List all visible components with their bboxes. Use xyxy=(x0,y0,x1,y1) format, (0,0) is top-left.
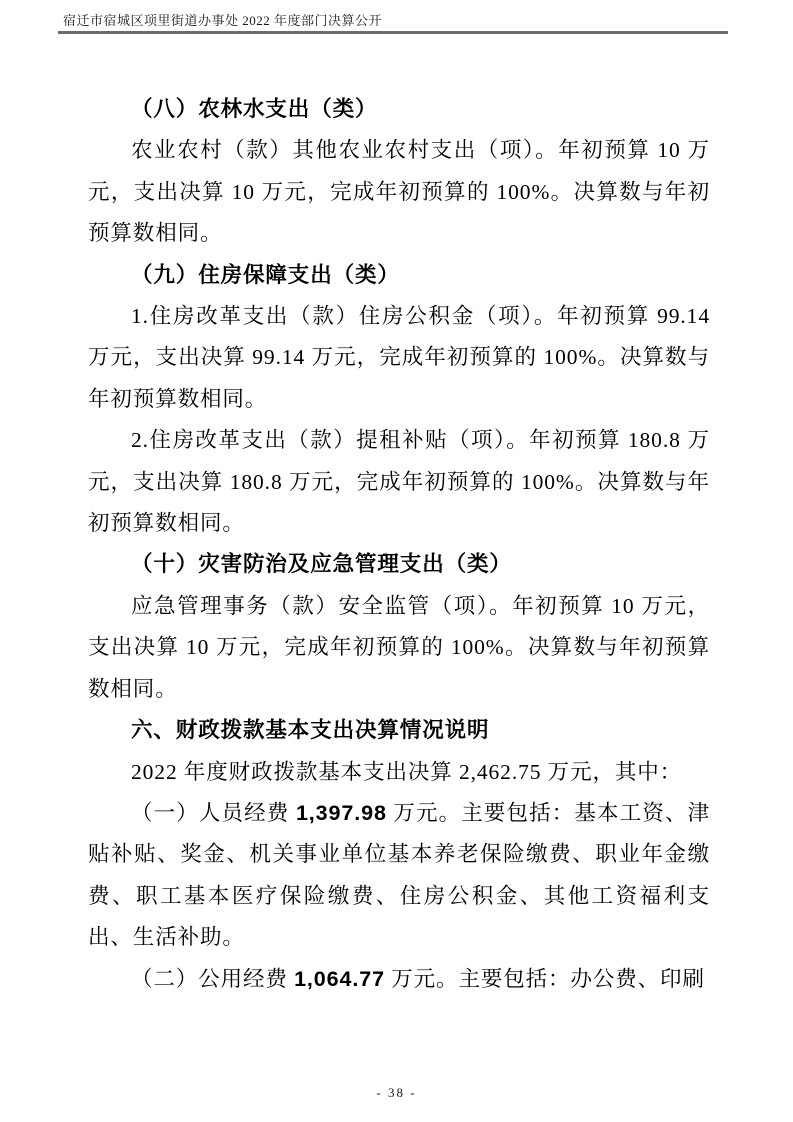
text-segment: 万元。主要包括：基本工资、津贴补贴、奖金、机关事业单位基本养老保险缴费、职业年金缴费、职工基本医疗保险缴费、住房公积金、其他工资福利支出、生活补助。 xyxy=(88,800,710,950)
page-number: - 38 - xyxy=(376,1085,417,1100)
header-title: 宿迁市宿城区项里街道办事处 2022 年度部门决算公开 xyxy=(63,13,383,28)
section-heading: （八）农林水支出（类） xyxy=(131,97,378,121)
text-segment: 万元。主要包括：办公费、印刷 xyxy=(384,966,705,991)
paragraph xyxy=(88,420,710,544)
paragraph xyxy=(88,793,710,959)
amount-value: 1,397.98 xyxy=(295,800,387,825)
text-segment: 2022 年度财政拨款基本支出决算 2,462.75 万元，其中： xyxy=(131,759,683,784)
document-body xyxy=(88,89,710,1000)
amount-value: 1,064.77 xyxy=(294,966,385,991)
paragraph xyxy=(88,130,710,254)
paragraph xyxy=(88,752,710,793)
text-segment: 1.住房改革支出（款）住房公积金（项）。年初预算 99.14 万元，支出决算 99.14 万元，完成年初预算的 100%。决算数与年初预算数相同。 xyxy=(88,304,710,411)
text-segment: 农业农村（款）其他农业农村支出（项）。年初预算 10 万元，支出决算 10 万元，完成年初预算的 100%。决算数与年初预算数相同。 xyxy=(88,138,710,246)
page-footer xyxy=(0,1084,793,1102)
paragraph xyxy=(88,586,710,710)
paragraph xyxy=(88,296,710,420)
text-segment: 2.住房改革支出（款）提租补贴（项）。年初预算 180.8 万元，支出决算 180.8 万元，完成年初预算的 100%。决算数与年初预算数相同。 xyxy=(88,428,710,536)
section-heading: 六、财政拨款基本支出决算情况说明 xyxy=(131,718,490,743)
text-segment: （二）公用经费 xyxy=(131,966,295,991)
paragraph xyxy=(88,959,710,1000)
text-segment: 应急管理事务（款）安全监管（项）。年初预算 10 万元，支出决算 10 万元，完成年初预算的 100%。决算数与年初预算数相同。 xyxy=(88,593,710,701)
section-heading: （九）住房保障支出（类） xyxy=(131,262,400,287)
section-heading: （十）灾害防治及应急管理支出（类） xyxy=(131,552,512,577)
page-header xyxy=(58,13,728,34)
text-segment: （一）人员经费 xyxy=(131,800,296,825)
